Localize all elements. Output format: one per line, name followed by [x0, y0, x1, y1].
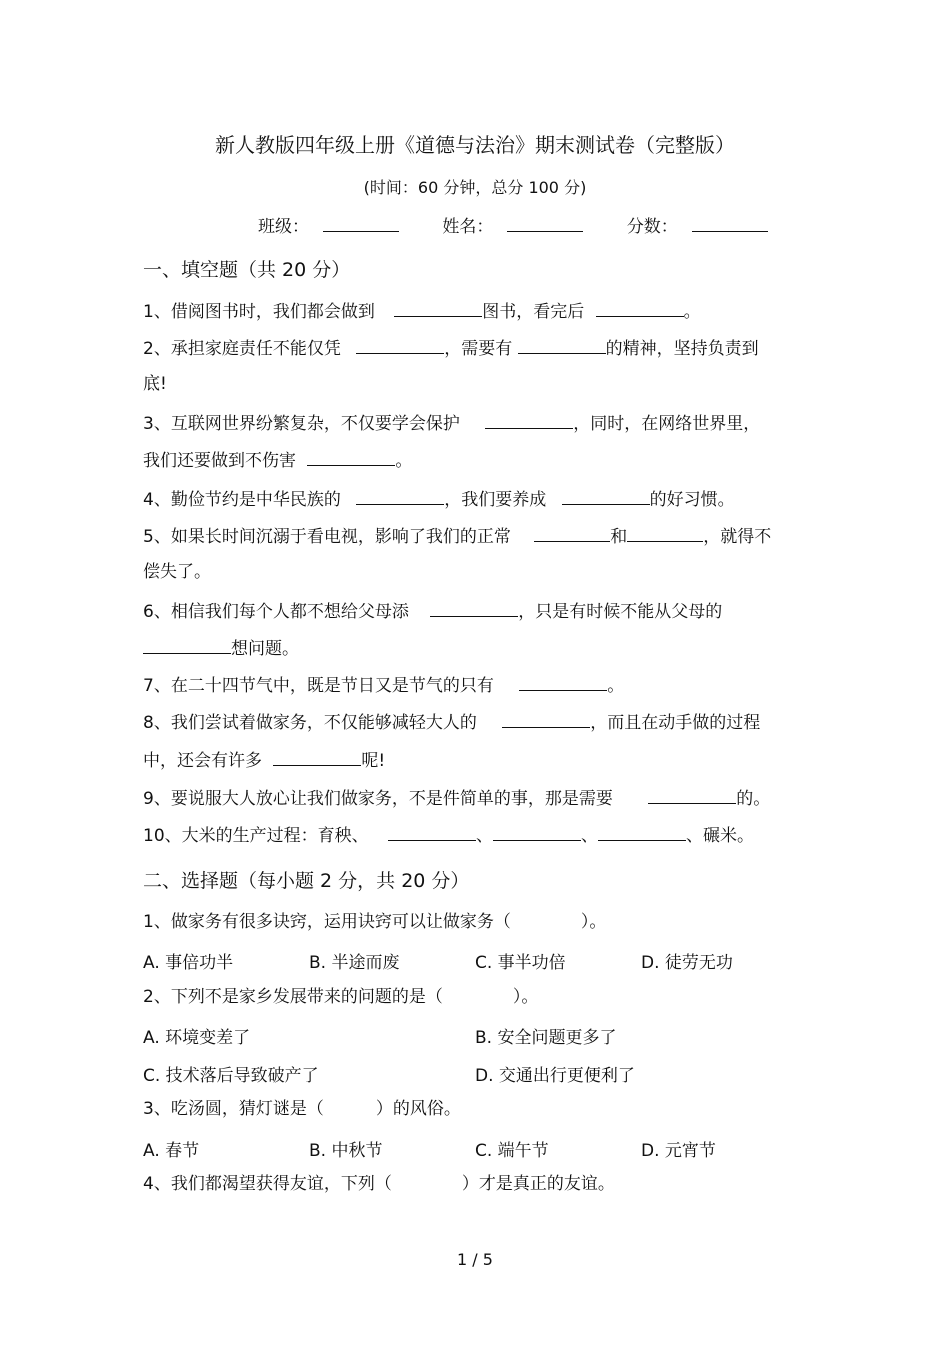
section-heading-fill-in: 一、填空题（共 20 分） — [143, 259, 351, 281]
question-text: ，而且在动手做的过程 — [590, 713, 761, 733]
question-text: 5、如果长时间沉溺于看电视，影响了我们的正常 — [143, 527, 511, 547]
question-text: 呢! — [361, 751, 386, 771]
question-text: 3、吃汤圆，猜灯谜是（ — [143, 1099, 324, 1119]
question-text: ，需要有 — [444, 339, 513, 359]
question-5 — [143, 524, 771, 548]
score-label: 分数： — [626, 217, 678, 237]
question-text: ，就得不 — [703, 527, 772, 547]
page-title: 新人教版四年级上册《道德与法治》期末测试卷（完整版） — [215, 133, 735, 157]
name-field[interactable] — [507, 214, 583, 232]
question-3 — [143, 411, 760, 435]
page-number: 1 / 5 — [457, 1250, 493, 1269]
answer-blank[interactable] — [430, 599, 518, 617]
question-text: 、 — [581, 826, 599, 846]
mc3-option-b[interactable]: B. 中秋节 — [309, 1141, 383, 1161]
question-text: 中，还会有许多 — [143, 751, 262, 771]
answer-blank[interactable] — [356, 487, 444, 505]
section-heading-multiple-choice: 二、选择题（每小题 2 分，共 20 分） — [143, 870, 470, 892]
question-2 — [143, 336, 759, 360]
question-text: 、碾米。 — [686, 826, 755, 846]
question-text: 我们还要做到不伤害 — [143, 451, 296, 471]
question-8-cont — [143, 748, 385, 772]
answer-blank[interactable] — [648, 786, 736, 804]
mc1-option-d[interactable]: D. 徒劳无功 — [641, 953, 733, 973]
answer-blank[interactable] — [273, 748, 361, 766]
question-text: 10、大米的生产过程：育秧、 — [143, 826, 369, 846]
answer-blank[interactable] — [627, 524, 703, 542]
mc1-option-c[interactable]: C. 事半功倍 — [475, 953, 566, 973]
answer-blank[interactable] — [394, 299, 482, 317]
mc2-option-d[interactable]: D. 交通出行更便利了 — [475, 1066, 635, 1086]
question-text: 的。 — [736, 789, 771, 809]
question-1 — [143, 299, 701, 323]
mc2-option-b[interactable]: B. 安全问题更多了 — [475, 1028, 617, 1048]
name-label: 姓名： — [442, 217, 494, 237]
question-text: 的精神，坚持负责到 — [605, 339, 759, 359]
question-text: 3、互联网世界纷繁复杂，不仅要学会保护 — [143, 414, 460, 434]
question-text: 2、承担家庭责任不能仅凭 — [143, 339, 341, 359]
question-text: 、 — [476, 826, 494, 846]
mc3-option-a[interactable]: A. 春节 — [143, 1141, 200, 1161]
question-text: 9、要说服大人放心让我们做家务，不是件简单的事，那是需要 — [143, 789, 613, 809]
question-text: 6、相信我们每个人都不想给父母添 — [143, 602, 409, 622]
mc1-option-b[interactable]: B. 半途而废 — [309, 953, 400, 973]
question-text: 。 — [395, 451, 413, 471]
question-text: ）。 — [580, 912, 607, 932]
question-10 — [143, 823, 754, 847]
question-5-cont: 偿失了。 — [143, 562, 211, 582]
answer-blank[interactable] — [485, 411, 573, 429]
question-3-cont — [143, 448, 412, 472]
answer-blank[interactable] — [534, 524, 610, 542]
class-field[interactable] — [323, 214, 399, 232]
question-text: 。 — [607, 676, 625, 696]
mc3-option-c[interactable]: C. 端午节 — [475, 1141, 549, 1161]
question-text: 图书，看完后 — [482, 302, 585, 322]
mc-question-2 — [143, 986, 538, 1008]
question-text: ，我们要养成 — [444, 490, 547, 510]
question-4 — [143, 487, 735, 511]
mc-question-1 — [143, 911, 606, 933]
answer-blank[interactable] — [562, 487, 650, 505]
question-text: 4、我们都渴望获得友谊，下列（ — [143, 1174, 392, 1194]
exam-info: (时间：60 分钟，总分 100 分) — [363, 178, 587, 197]
mc1-option-a[interactable]: A. 事倍功半 — [143, 953, 234, 973]
question-text: 和 — [610, 527, 628, 547]
answer-blank[interactable] — [518, 336, 606, 354]
question-text: 7、在二十四节气中，既是节日又是节气的只有 — [143, 676, 494, 696]
score-field[interactable] — [692, 214, 768, 232]
question-9 — [143, 786, 770, 810]
answer-blank[interactable] — [307, 448, 395, 466]
question-7 — [143, 673, 624, 697]
question-text: 4、勤俭节约是中华民族的 — [143, 490, 341, 510]
question-6-cont — [143, 636, 299, 660]
question-8 — [143, 710, 760, 734]
mc2-option-a[interactable]: A. 环境变差了 — [143, 1028, 251, 1048]
question-text: 1、借阅图书时，我们都会做到 — [143, 302, 375, 322]
question-text: ，只是有时候不能从父母的 — [518, 602, 723, 622]
question-text: 2、下列不是家乡发展带来的问题的是（ — [143, 987, 443, 1007]
mc2-option-c[interactable]: C. 技术落后导致破产了 — [143, 1066, 319, 1086]
answer-blank[interactable] — [596, 299, 684, 317]
question-text: ）。 — [512, 987, 539, 1007]
mc3-option-d[interactable]: D. 元宵节 — [641, 1141, 716, 1161]
question-text: 。 — [683, 302, 701, 322]
answer-blank[interactable] — [493, 823, 581, 841]
class-label: 班级： — [258, 217, 309, 237]
question-text: ）才是真正的友谊。 — [461, 1174, 615, 1194]
question-text: 1、做家务有很多诀窍，运用诀窍可以让做家务（ — [143, 912, 511, 932]
answer-blank[interactable] — [388, 823, 476, 841]
mc-question-4 — [143, 1173, 615, 1195]
answer-blank[interactable] — [356, 336, 444, 354]
question-text: 8、我们尝试着做家务，不仅能够减轻大人的 — [143, 713, 477, 733]
answer-blank[interactable] — [502, 710, 590, 728]
question-text: ，同时，在网络世界里， — [573, 414, 761, 434]
student-fields — [258, 212, 768, 237]
question-2-cont: 底! — [143, 374, 167, 394]
question-text: 的好习惯。 — [649, 490, 735, 510]
question-6 — [143, 599, 722, 623]
answer-blank[interactable] — [143, 636, 231, 654]
question-text: 想问题。 — [231, 639, 299, 659]
mc-question-3 — [143, 1098, 461, 1120]
question-text: ）的风俗。 — [375, 1099, 461, 1119]
answer-blank[interactable] — [519, 673, 607, 691]
answer-blank[interactable] — [598, 823, 686, 841]
